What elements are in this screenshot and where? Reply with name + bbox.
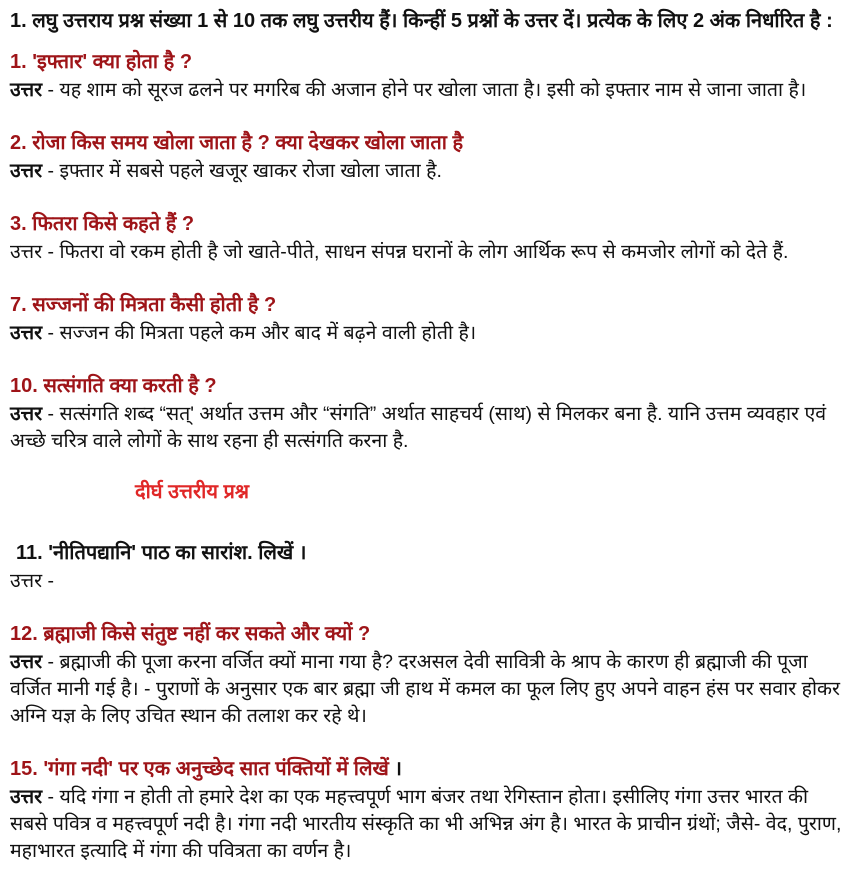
- answer-text: उत्तर -: [10, 570, 55, 592]
- answer-label: उत्तर: [10, 241, 43, 263]
- answer-text: उत्तर - यह शाम को सूरज ढलने पर मगरिब की अजान होने पर खोला जाता है। इसी को इफ्तार नाम से जाना जाता है।: [10, 79, 807, 101]
- question-heading-text: 12. ब्रह्माजी किसे संतुष्ट नहीं कर सकते और क्यों ?: [10, 623, 371, 645]
- question-block: [10, 756, 845, 865]
- question-block: [10, 373, 845, 455]
- answer-text: उत्तर - यदि गंगा न होती तो हमारे देश का एक महत्त्वपूर्ण भाग बंजर तथा रेगिस्तान होता। इसीलिए गंगा उत्तर भारत की सबसे पवित्र व महत्त्वपूर्ण नदी है। गंगा नदी भारतीय संस्कृति का भी अभिन्न अंग है। भारत के प्राचीन ग्रंथों; जैसे- वेद, पुराण, महाभारत इत्यादि में गंगा की पवित्रता का वर्णन है।: [10, 786, 842, 862]
- question-heading: [10, 49, 845, 76]
- answer-text: उत्तर - ब्रह्माजी की पूजा करना वर्जित क्यों माना गया है? दरअसल देवी सावित्री के श्राप के कारण ही ब्रह्माजी की पूजा वर्जित मानी गई है। - पुराणों के अनुसार एक बार ब्रह्मा जी हाथ में कमल का फूल लिए हुए अपने वाहन हंस पर सवार होकर अग्नि यज्ञ के लिए उचित स्थान की तलाश कर रहे थे।: [10, 651, 840, 727]
- question-heading-text: 10. सत्संगति क्या करती है ?: [10, 375, 217, 397]
- question-block: [10, 130, 845, 185]
- question-heading-text: 2. रोजा किस समय खोला जाता है ? क्या देखकर खोला जाता है: [10, 132, 464, 154]
- answer-label: उत्तर: [10, 79, 43, 101]
- question-block: [10, 49, 845, 104]
- answer-text: उत्तर - सज्जन की मित्रता पहले कम और बाद में बढ़ने वाली होती है।: [10, 322, 477, 344]
- question-heading: [10, 621, 845, 648]
- question-heading-suffix: ।: [388, 758, 403, 780]
- question-block: [10, 540, 845, 595]
- question-heading-text: 7. सज्जनों की मित्रता कैसी होती है ?: [10, 294, 277, 316]
- instructions-text: 1. लघु उत्तराय प्रश्न संख्या 1 से 10 तक लघु उत्तरीय हैं। किन्हीं 5 प्रश्नों के उत्तर दें। प्रत्येक के लिए 2 अंक निर्धारित है :: [10, 10, 833, 32]
- question-heading-text: 15. 'गंगा नदी' पर एक अनुच्छेद सात पंक्तियों में लिखें: [10, 758, 389, 780]
- answer-label: उत्तर: [10, 651, 43, 673]
- question-heading: [10, 292, 845, 319]
- question-heading: [10, 211, 845, 238]
- question-block: [10, 621, 845, 730]
- answer-text: उत्तर - सत्संगति शब्द “सत्' अर्थात उत्तम और “संगति” अर्थात साहचर्य (साथ) से मिलकर बना है. यानि उत्तम व्यवहार एवं अच्छे चरित्र वाले लोगों के साथ रहना ही सत्संगति करना है.: [10, 403, 827, 452]
- question-heading: [10, 540, 845, 567]
- question-block: [10, 211, 845, 266]
- answer-label: उत्तर: [10, 160, 43, 182]
- answer-text: उत्तर - इफ्तार में सबसे पहले खजूर खाकर रोजा खोला जाता है.: [10, 160, 442, 182]
- question-block: [10, 292, 845, 347]
- answer-label: उत्तर: [10, 403, 43, 425]
- question-heading: [10, 130, 845, 157]
- answer-text: उत्तर - फितरा वो रकम होती है जो खाते-पीते, साधन संपन्न घरानों के लोग आर्थिक रूप से कमजोर लोगों को देते हैं.: [10, 241, 789, 263]
- question-heading-text: 1. 'इफ्तार' क्या होता है ?: [10, 51, 193, 73]
- answer-label: उत्तर: [10, 570, 43, 592]
- answer-label: उत्तर: [10, 322, 43, 344]
- long-answer-section-heading: दीर्घ उत्तरीय प्रश्न: [135, 481, 249, 503]
- question-heading: [10, 756, 845, 783]
- short-answer-section: [10, 49, 845, 455]
- answer-label: उत्तर: [10, 786, 43, 808]
- question-heading-text: 3. फितरा किसे कहते हैं ?: [10, 213, 195, 235]
- question-heading-text: 11. 'नीतिपद्यानि' पाठ का सारांश. लिखें ।: [16, 542, 307, 564]
- question-heading: [10, 373, 845, 400]
- long-answer-section: [10, 540, 845, 865]
